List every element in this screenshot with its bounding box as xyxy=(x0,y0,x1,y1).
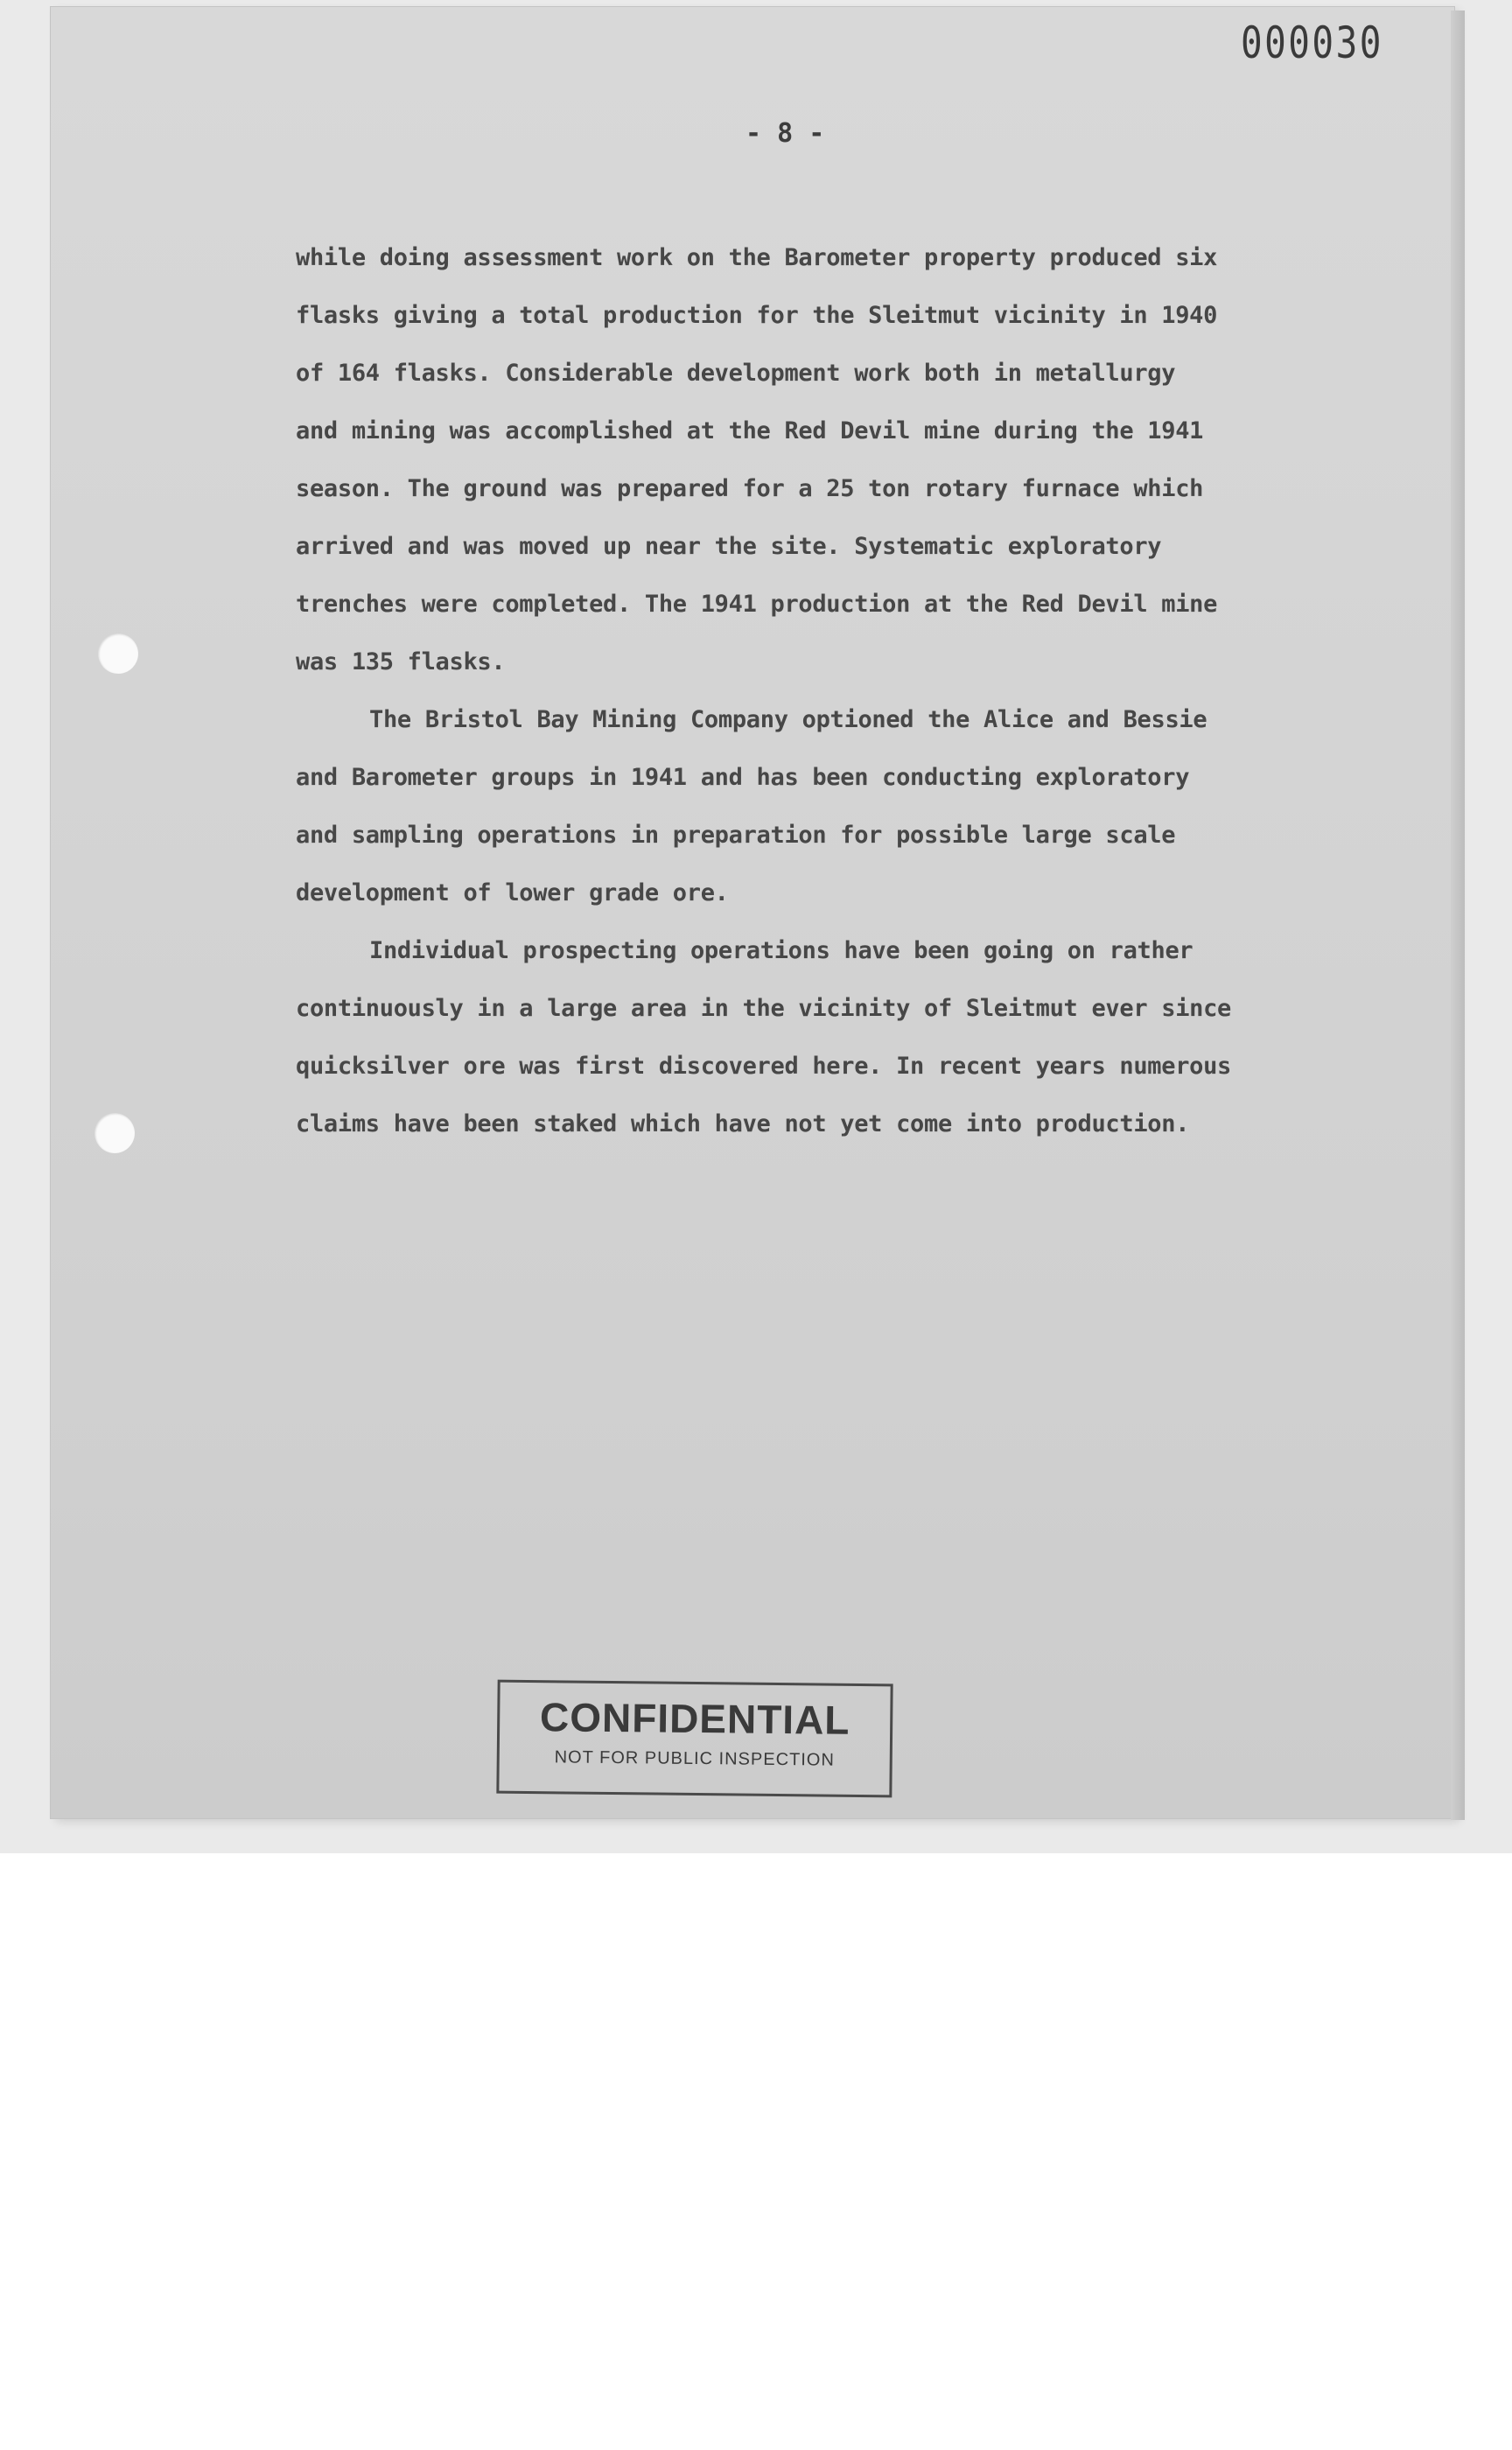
page-number: - 8 - xyxy=(746,118,825,149)
stamp-subtitle: NOT FOR PUBLIC INSPECTION xyxy=(554,1747,835,1770)
text-line: of 164 flasks. Considerable development work both in metallurgy xyxy=(296,360,1176,387)
text-line: and mining was accomplished at the Red Devil mine during the 1941 xyxy=(296,417,1204,444)
text-line: season. The ground was prepared for a 25 ton rotary furnace which xyxy=(296,475,1204,502)
text-line: claims have been staked which have not yet come into production. xyxy=(296,1110,1190,1138)
punch-hole-top xyxy=(98,634,138,674)
stamp-title: CONFIDENTIAL xyxy=(539,1694,850,1743)
text-line: flasks giving a total production for the Sleitmut vicinity in 1940 xyxy=(296,302,1218,329)
punch-hole-bottom xyxy=(94,1113,135,1153)
page-edge-shadow xyxy=(1451,10,1465,1820)
text-line: development of lower grade ore. xyxy=(296,879,729,906)
text-line: continuously in a large area in the vicinity of Sleitmut ever since xyxy=(296,995,1232,1022)
text-line: quicksilver ore was first discovered here. In recent years numerous xyxy=(296,1053,1232,1080)
confidential-stamp xyxy=(496,1680,892,1798)
text-line: while doing assessment work on the Barometer property produced six xyxy=(296,244,1218,271)
text-line: The Bristol Bay Mining Company optioned the Alice and Bessie xyxy=(369,706,1208,733)
paragraph xyxy=(296,229,1293,691)
text-line: and Barometer groups in 1941 and has been conducting exploratory xyxy=(296,764,1190,791)
text-line: trenches were completed. The 1941 production at the Red Devil mine xyxy=(296,591,1218,618)
document-body xyxy=(296,229,1293,1153)
paragraph xyxy=(296,922,1293,1153)
text-line: was 135 flasks. xyxy=(296,648,506,676)
text-line: Individual prospecting operations have been going on rather xyxy=(369,937,1194,964)
text-line: arrived and was moved up near the site. Systematic exploratory xyxy=(296,533,1162,560)
text-line: and sampling operations in preparation for possible large scale xyxy=(296,822,1176,849)
document-number: 000030 xyxy=(1241,18,1383,68)
paragraph xyxy=(296,691,1293,922)
